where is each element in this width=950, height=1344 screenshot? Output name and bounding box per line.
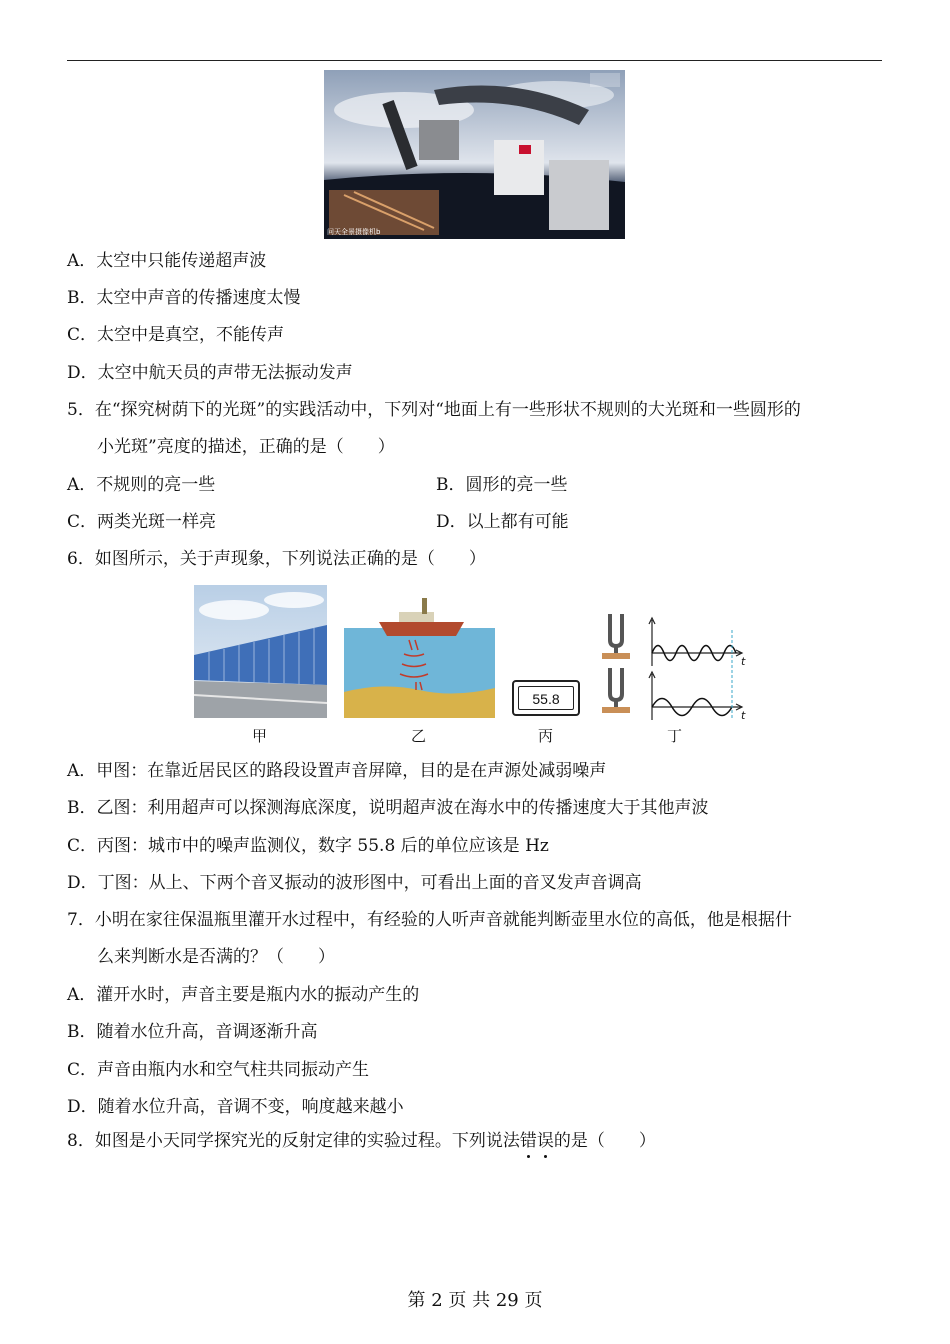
q5-stem-line1: 5．在“探究树荫下的光斑”的实践活动中，下列对“地面上有一些形状不规则的大光斑和一些圆形的 <box>67 400 801 420</box>
q5-option-a: A．不规则的亮一些 <box>67 475 216 495</box>
q6-option-a: A．甲图：在靠近居民区的路段设置声音屏障，目的是在声源处减弱噪声 <box>67 761 607 781</box>
q6-option-b: B．乙图：利用超声可以探测海底深度，说明超声波在海水中的传播速度大于其他声波 <box>67 798 709 818</box>
header-rule <box>67 60 882 61</box>
figure-label-ding: 丁 <box>667 727 683 745</box>
q8-stem-pre: 8．如图是小天同学探究光的反射定律的实验过程。下列说法 <box>67 1131 520 1151</box>
figure-label-bing: 丙 <box>538 727 554 745</box>
q7-stem-line1: 7．小明在家往保温瓶里灌开水过程中，有经验的人听声音就能判断壶里水位的高低，他是根据什 <box>67 910 792 930</box>
figure-bing-noise-meter <box>512 680 580 716</box>
q8-emphasis-2: 误 <box>536 1131 554 1151</box>
q4-option-c: C．太空中是真空，不能传声 <box>67 325 285 345</box>
figure-label-jia: 甲 <box>252 727 268 745</box>
q6-option-d: D．丁图：从上、下两个音叉振动的波形图中，可看出上面的音叉发声音调高 <box>67 873 642 893</box>
space-station-photo <box>324 70 625 239</box>
q5-option-c: C．两类光斑一样亮 <box>67 512 217 532</box>
q5-option-b: B．圆形的亮一些 <box>436 475 568 495</box>
q6-stem: 6．如图所示，关于声现象，下列说法正确的是（ ） <box>67 549 486 569</box>
q7-option-a: A．灌开水时，声音主要是瓶内水的振动产生的 <box>67 985 420 1005</box>
q4-option-b: B．太空中声音的传播速度太慢 <box>67 288 301 308</box>
figure-ding-tuning-forks <box>600 610 750 720</box>
q4-option-a: A．太空中只能传递超声波 <box>67 251 267 271</box>
q7-option-b: B．随着水位升高，音调逐渐升高 <box>67 1022 318 1042</box>
q6-option-c: C．丙图：城市中的噪声监测仪，数字 55.8 后的单位应该是 Hz <box>67 836 549 856</box>
q7-stem-line2: 么来判断水是否满的？（ ） <box>97 947 335 967</box>
figure-yi-sonar-ship <box>344 592 495 718</box>
q7-option-c: C．声音由瓶内水和空气柱共同振动产生 <box>67 1060 370 1080</box>
figure-label-yi: 乙 <box>411 727 427 745</box>
q8-stem-post: 的是（ ） <box>553 1131 656 1151</box>
photo-caption: 问天全景摄像机b <box>327 228 381 236</box>
q5-option-d: D．以上都有可能 <box>436 512 569 532</box>
q8-emphasis-1: 错 <box>519 1131 537 1151</box>
meter-reading: 55.8 <box>518 686 574 710</box>
figure-jia-noise-barrier <box>194 585 327 718</box>
axis-label-bottom: t <box>741 709 746 720</box>
page-footer: 第 2 页 共 29 页 <box>407 1290 543 1311</box>
q4-option-d: D．太空中航天员的声带无法振动发声 <box>67 363 353 383</box>
q7-option-d: D．随着水位升高，音调不变，响度越来越小 <box>67 1097 404 1117</box>
q8-stem <box>67 1130 656 1152</box>
axis-label-top: t <box>741 655 746 668</box>
q5-stem-line2: 小光斑”亮度的描述，正确的是（ ） <box>97 437 395 457</box>
